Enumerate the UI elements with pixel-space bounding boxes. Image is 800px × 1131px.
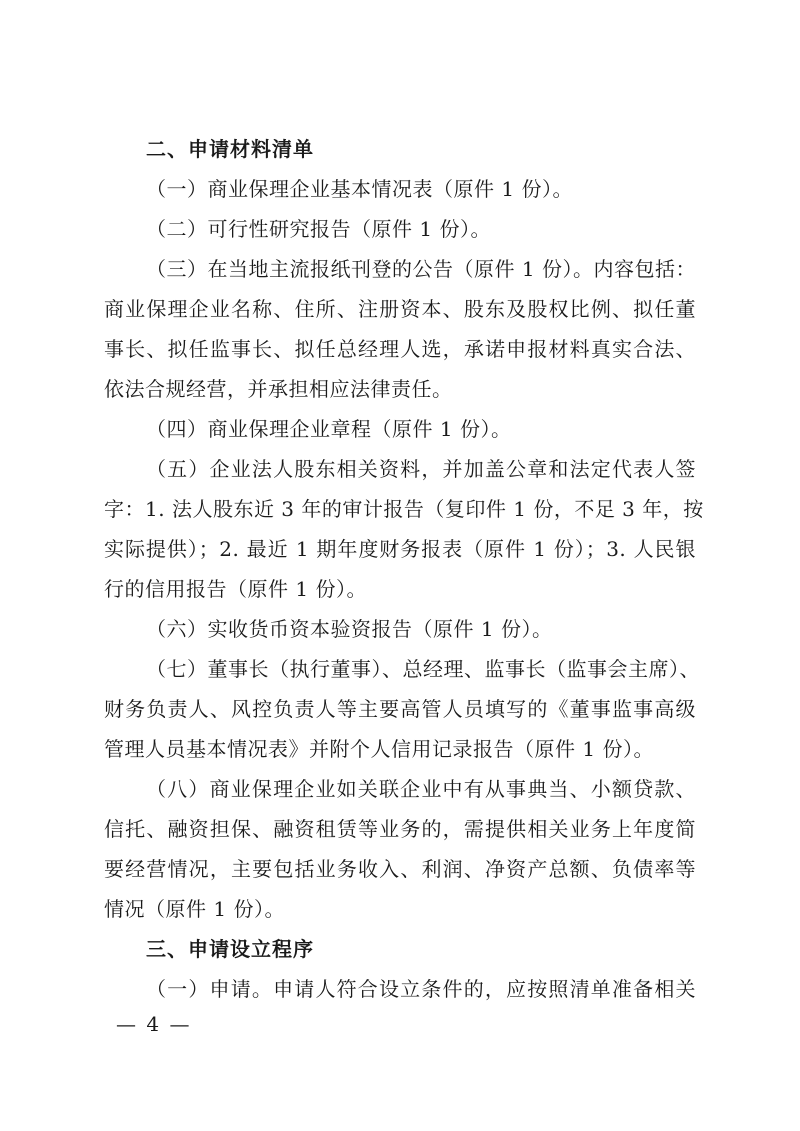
paragraph-line: （六）实收货币资本验资报告（原件 1 份）。 [146, 617, 553, 641]
paragraph-line: 事长、拟任监事长、拟任总经理人选，承诺申报材料真实合法、 [104, 337, 696, 361]
paragraph-line: 商业保理企业名称、住所、注册资本、股东及股权比例、拟任董 [104, 297, 696, 321]
paragraph-line: 要经营情况，主要包括业务收入、利润、净资产总额、负债率等 [104, 857, 696, 881]
paragraph-line: （四）商业保理企业章程（原件 1 份）。 [146, 417, 512, 441]
paragraph-line: （五）企业法人股东相关资料，并加盖公章和法定代表人签 [146, 457, 696, 481]
paragraph-line: 字：1. 法人股东近 3 年的审计报告（复印件 1 份，不足 3 年，按 [104, 497, 704, 521]
paragraph-line: 实际提供）；2. 最近 1 期年度财务报表（原件 1 份）；3. 人民银 [104, 537, 696, 561]
page-number: — 4 — [116, 1012, 192, 1036]
section-heading-establishment-procedure: 三、申请设立程序 [146, 937, 314, 961]
paragraph-line: （七）董事长（执行董事）、总经理、监事长（监事会主席）、 [146, 657, 700, 681]
paragraph-line: 财务负责人、风控负责人等主要高管人员填写的《董事监事高级 [104, 697, 696, 721]
paragraph-line: （一）申请。申请人符合设立条件的，应按照清单准备相关 [146, 977, 696, 1001]
paragraph-line: 依法合规经营，并承担相应法律责任。 [104, 377, 453, 401]
paragraph-line: （三）在当地主流报纸刊登的公告（原件 1 份）。内容包括： [146, 257, 696, 281]
paragraph-line: （二）可行性研究报告（原件 1 份）。 [146, 217, 491, 241]
section-heading-application-materials: 二、申请材料清单 [146, 137, 314, 161]
paragraph-line: （八）商业保理企业如关联企业中有从事典当、小额贷款、 [146, 777, 696, 801]
paragraph-line: 情况（原件 1 份）。 [104, 897, 285, 921]
paragraph-line: 行的信用报告（原件 1 份）。 [104, 577, 367, 601]
paragraph-line: 管理人员基本情况表》并附个人信用记录报告（原件 1 份）。 [104, 737, 654, 761]
paragraph-line: 信托、融资担保、融资租赁等业务的，需提供相关业务上年度简 [104, 817, 696, 841]
paragraph-line: （一）商业保理企业基本情况表（原件 1 份）。 [146, 177, 573, 201]
